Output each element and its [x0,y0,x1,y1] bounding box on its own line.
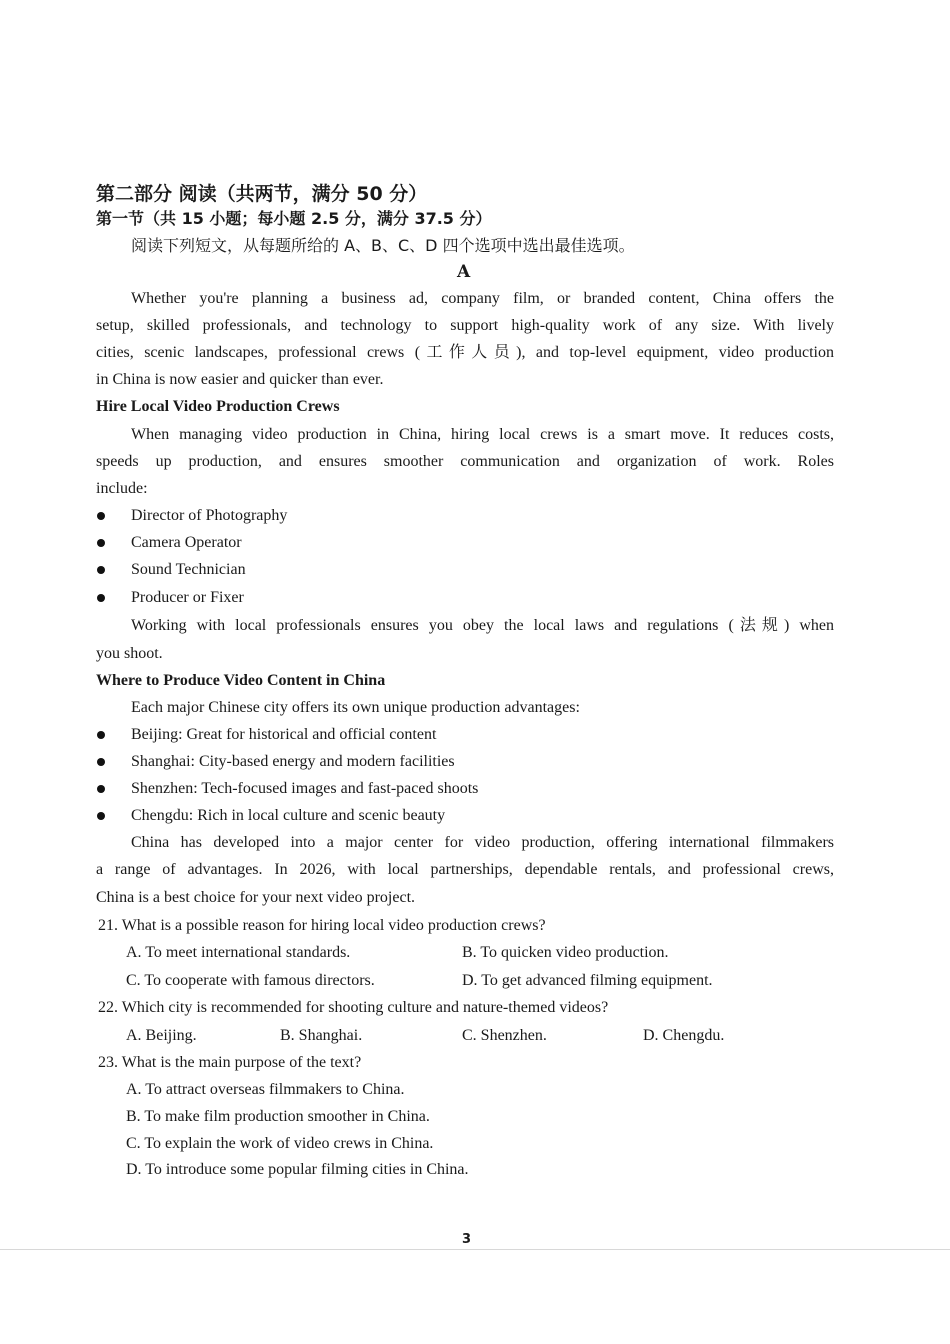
q22-option-d[interactable]: D. Chengdu. [643,1027,725,1044]
bullet-icon [97,539,105,547]
q21-option-c[interactable]: C. To cooperate with famous directors. [126,972,375,989]
role-item: Sound Technician [131,561,246,578]
intro-line: Whether you're planning a business ad, company film, or branded content, China offers the [131,290,834,307]
para2-line: Working with local professionals ensures you obey the local laws and regulations (法规) when [131,617,834,634]
q22-option-a[interactable]: A. Beijing. [126,1027,197,1044]
part-title: 第二部分 阅读（共两节，满分 50 分） [96,183,428,205]
conclusion-line: China is a best choice for your next video project. [96,889,416,906]
q21-option-d[interactable]: D. To get advanced filming equipment. [462,972,713,989]
bullet-icon [97,785,105,793]
para1-line: When managing video production in China, hiring local crews is a smart move. It reduces costs, [131,426,834,443]
intro-line: setup, skilled professionals, and technology to support high-quality work of any size. With lively [96,317,834,334]
passage-label: A [457,262,471,282]
para2-line: you shoot. [96,645,163,662]
q21-option-b[interactable]: B. To quicken video production. [462,944,669,961]
q23-option-c[interactable]: C. To explain the work of video crews in China. [126,1135,434,1152]
heading-hire-crews: Hire Local Video Production Crews [96,398,340,415]
intro-line: in China is now easier and quicker than ever. [96,371,384,388]
heading-where-produce: Where to Produce Video Content in China [96,672,386,689]
para3: Each major Chinese city offers its own unique production advantages: [131,699,580,716]
question-23-stem: 23. What is the main purpose of the text? [98,1054,362,1071]
instruction: 阅读下列短文，从每题所给的 A、B、C、D 四个选项中选出最佳选项。 [131,236,635,255]
para1-line: include: [96,480,148,497]
q21-option-a[interactable]: A. To meet international standards. [126,944,351,961]
city-item: Beijing: Great for historical and official content [131,726,437,743]
intro-line: cities, scenic landscapes, professional crews (工作人员), and top-level equipment, video production [96,344,834,361]
q23-option-b[interactable]: B. To make film production smoother in China. [126,1108,430,1125]
role-item: Producer or Fixer [131,589,244,606]
page-number: 3 [462,1232,472,1247]
q22-option-b[interactable]: B. Shanghai. [280,1027,363,1044]
bullet-icon [97,512,105,520]
bullet-icon [97,594,105,602]
question-22-stem: 22. Which city is recommended for shooting culture and nature-themed videos? [98,999,609,1016]
role-item: Director of Photography [131,507,288,524]
role-item: Camera Operator [131,534,242,551]
page-bottom-divider [0,1249,950,1250]
conclusion-line: a range of advantages. In 2026, with local partnerships, dependable rentals, and professional crews, [96,861,834,878]
q23-option-a[interactable]: A. To attract overseas filmmakers to China. [126,1081,405,1098]
q22-option-c[interactable]: C. Shenzhen. [462,1027,547,1044]
para1-line: speeds up production, and ensures smoother communication and organization of work. Roles [96,453,834,470]
city-item: Shenzhen: Tech-focused images and fast-paced shoots [131,780,479,797]
bullet-icon [97,566,105,574]
bullet-icon [97,731,105,739]
q23-option-d[interactable]: D. To introduce some popular filming cities in China. [126,1161,469,1178]
bullet-icon [97,758,105,766]
city-item: Shanghai: City-based energy and modern facilities [131,753,455,770]
question-21-stem: 21. What is a possible reason for hiring local video production crews? [98,917,546,934]
bullet-icon [97,812,105,820]
conclusion-line: China has developed into a major center for video production, offering international filmmakers [131,834,834,851]
section-subtitle: 第一节（共 15 小题；每小题 2.5 分，满分 37.5 分） [96,209,492,228]
city-item: Chengdu: Rich in local culture and scenic beauty [131,807,446,824]
